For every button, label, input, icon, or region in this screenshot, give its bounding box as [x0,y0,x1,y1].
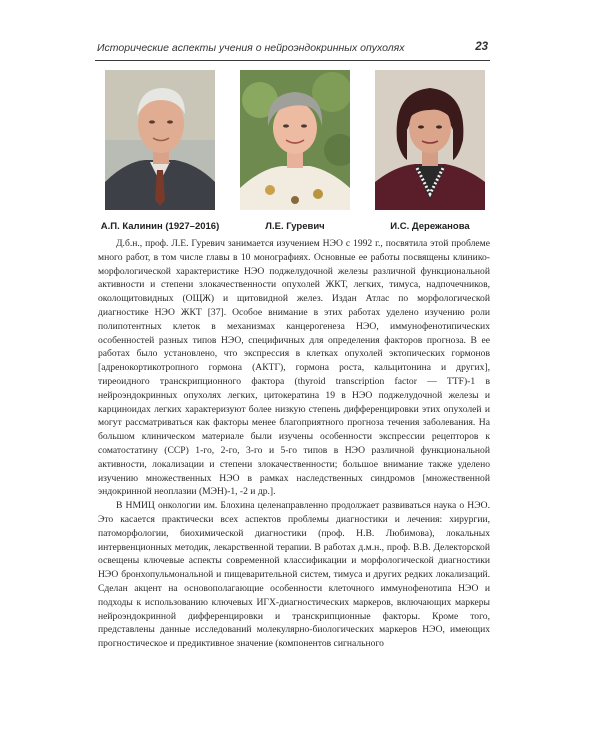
photo-caption-kalinin: А.П. Калинин (1927–2016) [100,221,220,232]
body-paragraph-2: В НМИЦ онкологии им. Блохина целенаправленно продолжает развиваться наука о НЭО. Это касается практически всех аспектов проблемы диагностики и лечения: хирургии, патоморфологии, биохимической диагностики (проф. Н.В. Любимова), локальных интервенционных методик, лекарственной терапии. В работах д.м.н., проф. В.В. Делекторской освещены ключевые аспекты современной классификации и морфологической диагностики НЭО бронхопульмональной и пищеварительной систем, тимуса и других редких локализаций. Сделан акцент на основополагающие особенности клеточного иммунофенотипа НЭО и подходы к использованию ключевых ИГХ-диагностических маркеров, включающих маркеры нейроэндокринной дифференцировки и транскрипционные факторы. Кроме того, представлены данные исследований молекулярно-биологических маркеров НЭО, имеющих прогностическое и предиктивное значение (компонентов сигнального [98,500,490,650]
body-paragraph-1: Д.б.н., проф. Л.Е. Гуревич занимается изучением НЭО с 1992 г., посвятила этой проблеме много работ, в том числе главы в 10 монографиях. Основные ее работы посвящены клинико-морфологической характеристике НЭО поджелудочной железы различной функциональной активности и степени злокачественности опухолей ЖКТ, легких, тимуса, надпочечников, околощитовидных (ОЩЖ) и щитовидной желез. Издан Атлас по морфологической диагностике НЭО ЖКТ [37]. Особое внимание в этих работах уделено изучению роли полипотентных клеток в механизмах канцерогенеза НЭО, иммунофенотипических особенностей разных типов НЭО, специфичных для определения факторов прогноза. В ее работах было установлено, что экспрессия в клетках опухолей эктопических гормонов [адренокортикотропного гормона (АКТГ), гормона роста, кальцитонина и других], тиреоидного транскрипционного фактора (thyroid transcription factor — TTF)-1 в нейроэндокринных опухолях легких, цитокератина 19 в НЭО поджелудочной железы и карциноидах легких характеризуют более низкую степень дифференцировки этих опухолей и могут рассматриваться как факторы менее благоприятного прогноза течения заболевания. На большом клиническом материале были изучены особенности экспрессии рецепторов к соматостатину (ССР) 1-го, 2-го, 3-го и 5-го типов в НЭО различной функциональной активности, локализации и степени злокачественности; большое внимание также уделено изучению множественных НЭО в рамках наследственных синдромов [множественной эндокринной неоплазии (МЭН)-1, -2 и др.]. [98,238,490,498]
page-number: 23 [475,41,488,53]
portrait-photo-kalinin [105,70,215,210]
portrait-gurevich-image [240,70,350,210]
photo-caption-derizhanova: И.С. Дережанова [390,221,470,232]
photo-caption-gurevich: Л.Е. Гуревич [265,221,325,232]
portrait-derizhanova-image [375,70,485,210]
body-text [98,237,490,651]
running-header [95,40,490,61]
portrait-photo-derizhanova [375,70,485,210]
portrait-photo-gurevich [240,70,350,210]
portrait-kalinin-image [105,70,215,210]
running-header-title: Исторические аспекты учения о нейроэндокринных опухолях [97,42,405,54]
